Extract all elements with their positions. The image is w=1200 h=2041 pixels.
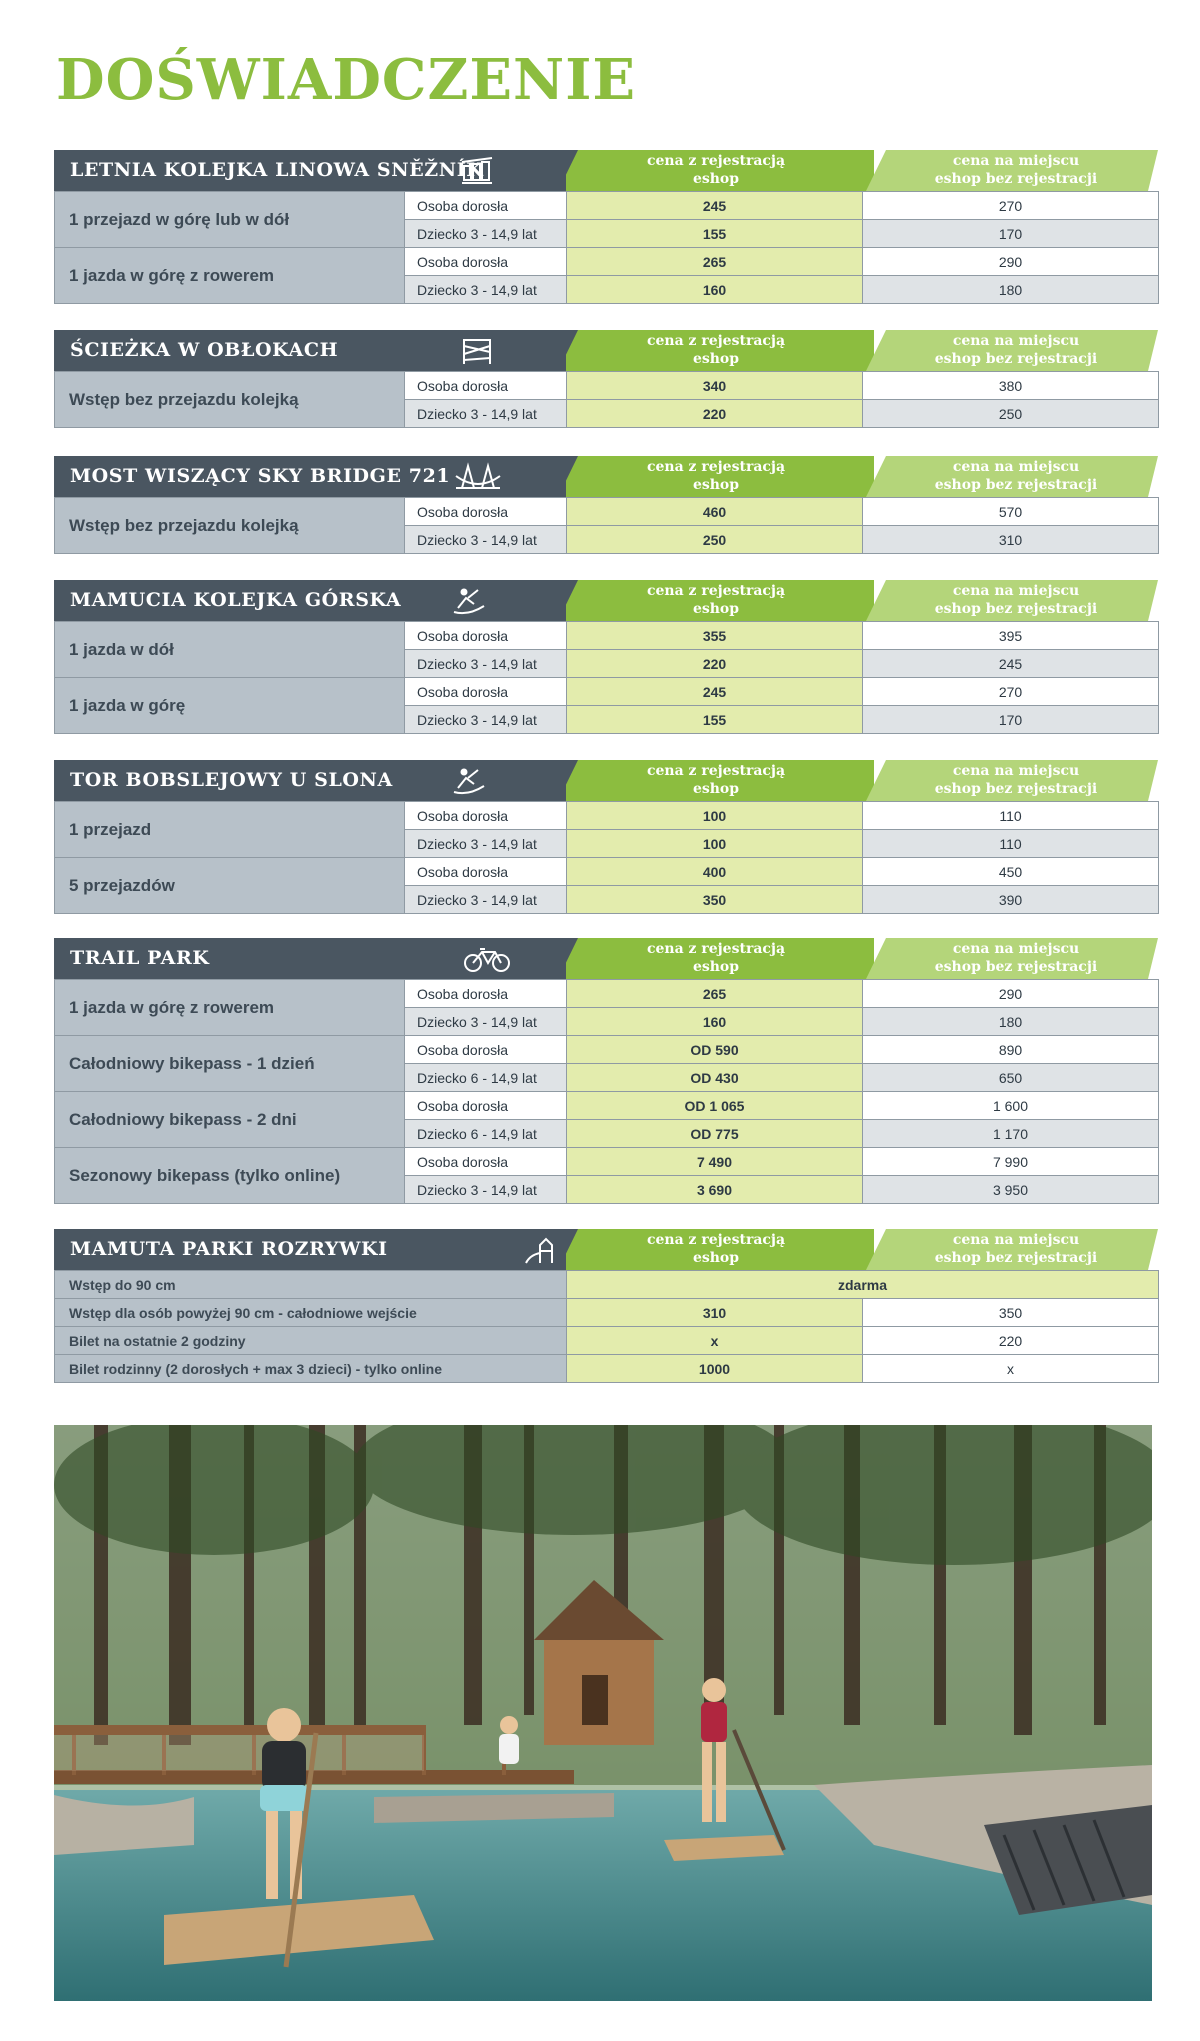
price-section bbox=[54, 456, 1158, 554]
price-onsite: 220 bbox=[863, 1327, 1159, 1355]
col-header-eshop: cena z rejestracją eshop bbox=[646, 459, 786, 493]
ticket-label: Wstęp bez przejazdu kolejką bbox=[55, 372, 405, 428]
ticket-label: Całodniowy bikepass - 1 dzień bbox=[55, 1036, 405, 1092]
playground-icon bbox=[522, 1235, 556, 1265]
section-title: TOR BOBSLEJOWY U SLONA bbox=[70, 769, 393, 791]
table-row bbox=[55, 678, 1159, 706]
col-header-eshop: cena z rejestracją eshop bbox=[646, 583, 786, 617]
table-row bbox=[55, 1355, 1159, 1383]
person-type: Dziecko 6 - 14,9 lat bbox=[405, 1064, 567, 1092]
person-type: Osoba dorosła bbox=[405, 622, 567, 650]
ticket-label: 5 przejazdów bbox=[55, 858, 405, 914]
price-table bbox=[54, 801, 1159, 914]
person-type: Osoba dorosła bbox=[405, 802, 567, 830]
price-eshop: 220 bbox=[567, 400, 863, 428]
col-header-eshop: cena z rejestracją eshop bbox=[646, 153, 786, 187]
person-type: Dziecko 3 - 14,9 lat bbox=[405, 1176, 567, 1204]
price-eshop: OD 590 bbox=[567, 1036, 863, 1064]
price-section bbox=[54, 580, 1158, 734]
table-row bbox=[55, 1327, 1159, 1355]
price-section bbox=[54, 150, 1158, 304]
person-type: Osoba dorosła bbox=[405, 1092, 567, 1120]
ticket-label: 1 przejazd w górę lub w dół bbox=[55, 192, 405, 248]
person-type: Dziecko 3 - 14,9 lat bbox=[405, 650, 567, 678]
price-table bbox=[54, 621, 1159, 734]
ticket-label: Wstęp bez przejazdu kolejką bbox=[55, 498, 405, 554]
person-type: Osoba dorosła bbox=[405, 678, 567, 706]
price-onsite: 1 170 bbox=[863, 1120, 1159, 1148]
col-header-onsite: cena na miejscu eshop bez rejestracji bbox=[934, 763, 1098, 797]
table-row bbox=[55, 1036, 1159, 1064]
bridge-icon bbox=[454, 462, 488, 492]
table-row bbox=[55, 802, 1159, 830]
price-onsite: x bbox=[863, 1355, 1159, 1383]
price-onsite: 7 990 bbox=[863, 1148, 1159, 1176]
person-type: Dziecko 3 - 14,9 lat bbox=[405, 830, 567, 858]
price-eshop: 355 bbox=[567, 622, 863, 650]
price-eshop: 340 bbox=[567, 372, 863, 400]
price-table bbox=[54, 371, 1159, 428]
ticket-label: 1 jazda w górę z rowerem bbox=[55, 248, 405, 304]
price-table bbox=[54, 191, 1159, 304]
price-onsite: 170 bbox=[863, 220, 1159, 248]
price-eshop: 7 490 bbox=[567, 1148, 863, 1176]
price-onsite: 650 bbox=[863, 1064, 1159, 1092]
price-onsite: 250 bbox=[863, 400, 1159, 428]
person-type: Dziecko 3 - 14,9 lat bbox=[405, 526, 567, 554]
photo-raft-pond bbox=[54, 1425, 1152, 2001]
price-eshop: 265 bbox=[567, 248, 863, 276]
col-header-onsite: cena na miejscu eshop bez rejestracji bbox=[934, 333, 1098, 367]
price-eshop: 155 bbox=[567, 220, 863, 248]
price-onsite: 450 bbox=[863, 858, 1159, 886]
price-eshop: 160 bbox=[567, 1008, 863, 1036]
bobsled-icon bbox=[452, 586, 486, 616]
section-title: MAMUTA PARKI ROZRYWKI bbox=[70, 1238, 388, 1260]
price-onsite: 290 bbox=[863, 980, 1159, 1008]
section-title: MOST WISZĄCY SKY BRIDGE 721 bbox=[70, 465, 451, 487]
section-header bbox=[54, 150, 1158, 191]
ticket-label: 1 jazda w górę z rowerem bbox=[55, 980, 405, 1036]
price-eshop: 220 bbox=[567, 650, 863, 678]
price-eshop: 245 bbox=[567, 192, 863, 220]
price-onsite: 180 bbox=[863, 276, 1159, 304]
bicycle-icon bbox=[462, 944, 496, 974]
table-row bbox=[55, 858, 1159, 886]
col-header-onsite: cena na miejscu eshop bez rejestracji bbox=[934, 1232, 1098, 1266]
price-eshop: 400 bbox=[567, 858, 863, 886]
person-type: Osoba dorosła bbox=[405, 858, 567, 886]
price-eshop: 460 bbox=[567, 498, 863, 526]
table-row bbox=[55, 1271, 1159, 1299]
table-row bbox=[55, 192, 1159, 220]
section-title: MAMUCIA KOLEJKA GÓRSKA bbox=[70, 589, 402, 611]
price-eshop: OD 1 065 bbox=[567, 1092, 863, 1120]
price-section-parks bbox=[54, 1229, 1158, 1383]
price-section bbox=[54, 330, 1158, 428]
person-type: Osoba dorosła bbox=[405, 248, 567, 276]
person-type: Osoba dorosła bbox=[405, 980, 567, 1008]
table-row bbox=[55, 1299, 1159, 1327]
price-eshop: OD 775 bbox=[567, 1120, 863, 1148]
col-header-eshop: cena z rejestracją eshop bbox=[646, 333, 786, 367]
price-section bbox=[54, 760, 1158, 914]
price-eshop: x bbox=[567, 1327, 863, 1355]
table-row bbox=[55, 1092, 1159, 1120]
price-onsite: 390 bbox=[863, 886, 1159, 914]
sky-walk-icon bbox=[460, 336, 494, 366]
price-eshop: 350 bbox=[567, 886, 863, 914]
col-header-onsite: cena na miejscu eshop bez rejestracji bbox=[934, 583, 1098, 617]
ticket-label: 1 przejazd bbox=[55, 802, 405, 858]
price-table bbox=[54, 497, 1159, 554]
price-eshop: OD 430 bbox=[567, 1064, 863, 1092]
person-type: Dziecko 3 - 14,9 lat bbox=[405, 886, 567, 914]
price-onsite: 245 bbox=[863, 650, 1159, 678]
section-header bbox=[54, 580, 1158, 621]
price-onsite: 395 bbox=[863, 622, 1159, 650]
price-onsite: 170 bbox=[863, 706, 1159, 734]
ticket-label: Całodniowy bikepass - 2 dni bbox=[55, 1092, 405, 1148]
price-eshop: 310 bbox=[567, 1299, 863, 1327]
section-title: ŚCIEŻKA W OBŁOKACH bbox=[70, 339, 339, 361]
section-header bbox=[54, 938, 1158, 979]
person-type: Dziecko 3 - 14,9 lat bbox=[405, 400, 567, 428]
person-type: Dziecko 6 - 14,9 lat bbox=[405, 1120, 567, 1148]
price-table bbox=[54, 1270, 1159, 1383]
section-header bbox=[54, 1229, 1158, 1270]
price-eshop: 250 bbox=[567, 526, 863, 554]
table-row bbox=[55, 372, 1159, 400]
table-row bbox=[55, 622, 1159, 650]
person-type: Dziecko 3 - 14,9 lat bbox=[405, 706, 567, 734]
table-row bbox=[55, 248, 1159, 276]
col-header-eshop: cena z rejestracją eshop bbox=[646, 941, 786, 975]
price-onsite: 110 bbox=[863, 802, 1159, 830]
price-eshop: 100 bbox=[567, 830, 863, 858]
price-eshop: 100 bbox=[567, 802, 863, 830]
person-type: Osoba dorosła bbox=[405, 1036, 567, 1064]
col-header-onsite: cena na miejscu eshop bez rejestracji bbox=[934, 153, 1098, 187]
price-eshop: 3 690 bbox=[567, 1176, 863, 1204]
bobsled-icon bbox=[452, 766, 486, 796]
price-eshop: 160 bbox=[567, 276, 863, 304]
person-type: Osoba dorosła bbox=[405, 1148, 567, 1176]
col-header-onsite: cena na miejscu eshop bez rejestracji bbox=[934, 941, 1098, 975]
price-onsite: 110 bbox=[863, 830, 1159, 858]
ticket-label: 1 jazda w górę bbox=[55, 678, 405, 734]
person-type: Dziecko 3 - 14,9 lat bbox=[405, 220, 567, 248]
price-free: zdarma bbox=[567, 1271, 1159, 1299]
person-type: Osoba dorosła bbox=[405, 498, 567, 526]
price-onsite: 350 bbox=[863, 1299, 1159, 1327]
price-onsite: 270 bbox=[863, 678, 1159, 706]
person-type: Dziecko 3 - 14,9 lat bbox=[405, 1008, 567, 1036]
ticket-label: Bilet na ostatnie 2 godziny bbox=[55, 1327, 567, 1355]
price-onsite: 180 bbox=[863, 1008, 1159, 1036]
section-header bbox=[54, 456, 1158, 497]
ticket-label: Wstęp dla osób powyżej 90 cm - całodniowe wejście bbox=[55, 1299, 567, 1327]
price-eshop: 245 bbox=[567, 678, 863, 706]
price-eshop: 265 bbox=[567, 980, 863, 1008]
table-row bbox=[55, 498, 1159, 526]
table-row bbox=[55, 980, 1159, 1008]
ticket-label: Sezonowy bikepass (tylko online) bbox=[55, 1148, 405, 1204]
price-onsite: 1 600 bbox=[863, 1092, 1159, 1120]
col-header-eshop: cena z rejestracją eshop bbox=[646, 1232, 786, 1266]
person-type: Dziecko 3 - 14,9 lat bbox=[405, 276, 567, 304]
table-row bbox=[55, 1148, 1159, 1176]
price-section bbox=[54, 938, 1158, 1204]
price-onsite: 570 bbox=[863, 498, 1159, 526]
person-type: Osoba dorosła bbox=[405, 372, 567, 400]
person-type: Osoba dorosła bbox=[405, 192, 567, 220]
price-onsite: 310 bbox=[863, 526, 1159, 554]
section-title: TRAIL PARK bbox=[70, 947, 210, 969]
chairlift-icon bbox=[460, 156, 494, 186]
col-header-onsite: cena na miejscu eshop bez rejestracji bbox=[934, 459, 1098, 493]
section-title: LETNIA KOLEJKA LINOWA SNĚŽNÍK bbox=[70, 159, 484, 181]
col-header-eshop: cena z rejestracją eshop bbox=[646, 763, 786, 797]
price-onsite: 3 950 bbox=[863, 1176, 1159, 1204]
price-table bbox=[54, 979, 1159, 1204]
price-onsite: 270 bbox=[863, 192, 1159, 220]
price-eshop: 155 bbox=[567, 706, 863, 734]
price-eshop: 1000 bbox=[567, 1355, 863, 1383]
ticket-label: Wstęp do 90 cm bbox=[55, 1271, 567, 1299]
price-onsite: 380 bbox=[863, 372, 1159, 400]
page-title: DOŚWIADCZENIE bbox=[56, 47, 637, 113]
price-onsite: 890 bbox=[863, 1036, 1159, 1064]
ticket-label: 1 jazda w dół bbox=[55, 622, 405, 678]
price-onsite: 290 bbox=[863, 248, 1159, 276]
ticket-label: Bilet rodzinny (2 dorosłych + max 3 dzieci) - tylko online bbox=[55, 1355, 567, 1383]
section-header bbox=[54, 760, 1158, 801]
section-header bbox=[54, 330, 1158, 371]
